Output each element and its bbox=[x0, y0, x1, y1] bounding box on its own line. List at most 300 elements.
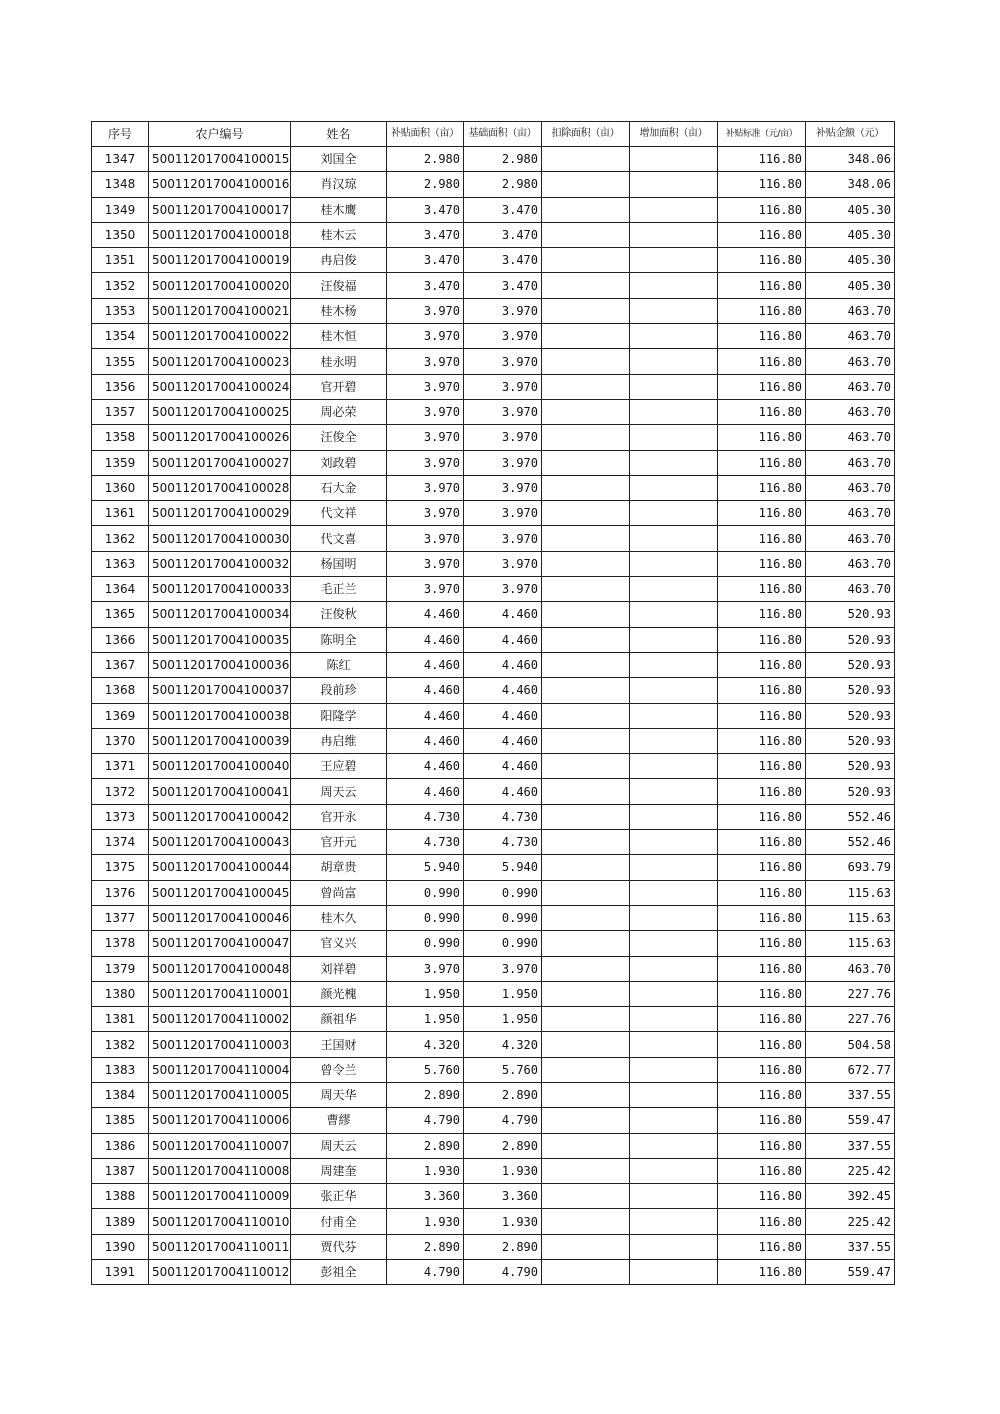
cell-farmer-id: 500112017004100032 bbox=[149, 551, 291, 576]
cell-seq: 1388 bbox=[92, 1184, 149, 1209]
cell-subsidy-amount: 520.93 bbox=[806, 652, 895, 677]
cell-seq: 1381 bbox=[92, 1007, 149, 1032]
cell-base-area: 3.970 bbox=[464, 349, 542, 374]
cell-seq: 1383 bbox=[92, 1057, 149, 1082]
cell-subsidy-rate: 116.80 bbox=[718, 324, 806, 349]
cell-base-area: 0.990 bbox=[464, 931, 542, 956]
cell-added-area bbox=[630, 526, 718, 551]
cell-subsidy-amount: 392.45 bbox=[806, 1184, 895, 1209]
cell-deducted-area bbox=[542, 197, 630, 222]
cell-subsidy-rate: 116.80 bbox=[718, 425, 806, 450]
cell-added-area bbox=[630, 880, 718, 905]
cell-seq: 1373 bbox=[92, 804, 149, 829]
cell-farmer-id: 500112017004110010 bbox=[149, 1209, 291, 1234]
cell-base-area: 3.970 bbox=[464, 298, 542, 323]
cell-deducted-area bbox=[542, 728, 630, 753]
cell-added-area bbox=[630, 1133, 718, 1158]
cell-subsidy-area: 3.970 bbox=[387, 577, 464, 602]
table-row bbox=[92, 855, 895, 880]
table-row bbox=[92, 1007, 895, 1032]
cell-deducted-area bbox=[542, 1133, 630, 1158]
cell-deducted-area bbox=[542, 450, 630, 475]
cell-deducted-area bbox=[542, 298, 630, 323]
cell-deducted-area bbox=[542, 1108, 630, 1133]
cell-seq: 1348 bbox=[92, 172, 149, 197]
cell-farmer-id: 500112017004100026 bbox=[149, 425, 291, 450]
cell-base-area: 1.950 bbox=[464, 1007, 542, 1032]
cell-subsidy-rate: 116.80 bbox=[718, 956, 806, 981]
cell-seq: 1384 bbox=[92, 1082, 149, 1107]
cell-base-area: 3.970 bbox=[464, 399, 542, 424]
header-deducted-area: 扣除面积（亩） bbox=[542, 122, 630, 147]
cell-subsidy-amount: 115.63 bbox=[806, 880, 895, 905]
cell-base-area: 2.980 bbox=[464, 172, 542, 197]
cell-subsidy-amount: 227.76 bbox=[806, 981, 895, 1006]
table-row bbox=[92, 627, 895, 652]
cell-name: 王国财 bbox=[291, 1032, 387, 1057]
cell-seq: 1385 bbox=[92, 1108, 149, 1133]
table-row bbox=[92, 678, 895, 703]
cell-seq: 1367 bbox=[92, 652, 149, 677]
cell-deducted-area bbox=[542, 627, 630, 652]
cell-added-area bbox=[630, 830, 718, 855]
cell-deducted-area bbox=[542, 1260, 630, 1285]
cell-subsidy-area: 3.970 bbox=[387, 501, 464, 526]
cell-farmer-id: 500112017004100019 bbox=[149, 248, 291, 273]
cell-subsidy-area: 1.950 bbox=[387, 981, 464, 1006]
cell-name: 陈明全 bbox=[291, 627, 387, 652]
cell-deducted-area bbox=[542, 501, 630, 526]
cell-seq: 1364 bbox=[92, 577, 149, 602]
cell-subsidy-rate: 116.80 bbox=[718, 1108, 806, 1133]
table-row bbox=[92, 1184, 895, 1209]
cell-subsidy-rate: 116.80 bbox=[718, 804, 806, 829]
cell-subsidy-amount: 672.77 bbox=[806, 1057, 895, 1082]
cell-subsidy-amount: 225.42 bbox=[806, 1158, 895, 1183]
cell-deducted-area bbox=[542, 981, 630, 1006]
cell-farmer-id: 500112017004100035 bbox=[149, 627, 291, 652]
cell-deducted-area bbox=[542, 652, 630, 677]
cell-name: 周天华 bbox=[291, 1082, 387, 1107]
cell-subsidy-area: 2.980 bbox=[387, 172, 464, 197]
cell-added-area bbox=[630, 425, 718, 450]
cell-subsidy-amount: 552.46 bbox=[806, 830, 895, 855]
cell-deducted-area bbox=[542, 349, 630, 374]
cell-seq: 1370 bbox=[92, 728, 149, 753]
cell-deducted-area bbox=[542, 172, 630, 197]
cell-deducted-area bbox=[542, 703, 630, 728]
cell-seq: 1353 bbox=[92, 298, 149, 323]
cell-seq: 1366 bbox=[92, 627, 149, 652]
cell-farmer-id: 500112017004100020 bbox=[149, 273, 291, 298]
cell-subsidy-amount: 463.70 bbox=[806, 349, 895, 374]
cell-farmer-id: 500112017004110009 bbox=[149, 1184, 291, 1209]
cell-deducted-area bbox=[542, 956, 630, 981]
cell-subsidy-amount: 405.30 bbox=[806, 273, 895, 298]
cell-deducted-area bbox=[542, 147, 630, 172]
cell-deducted-area bbox=[542, 1209, 630, 1234]
cell-base-area: 4.460 bbox=[464, 703, 542, 728]
table-row bbox=[92, 425, 895, 450]
cell-subsidy-area: 3.970 bbox=[387, 374, 464, 399]
cell-name: 颜光槐 bbox=[291, 981, 387, 1006]
cell-name: 杨国明 bbox=[291, 551, 387, 576]
cell-subsidy-rate: 116.80 bbox=[718, 273, 806, 298]
cell-subsidy-amount: 559.47 bbox=[806, 1108, 895, 1133]
cell-name: 桂木恒 bbox=[291, 324, 387, 349]
cell-subsidy-area: 3.470 bbox=[387, 222, 464, 247]
cell-seq: 1350 bbox=[92, 222, 149, 247]
cell-subsidy-rate: 116.80 bbox=[718, 450, 806, 475]
cell-base-area: 4.790 bbox=[464, 1108, 542, 1133]
cell-added-area bbox=[630, 1082, 718, 1107]
cell-seq: 1351 bbox=[92, 248, 149, 273]
cell-subsidy-area: 3.470 bbox=[387, 273, 464, 298]
cell-base-area: 4.460 bbox=[464, 754, 542, 779]
cell-subsidy-area: 3.970 bbox=[387, 551, 464, 576]
cell-base-area: 3.470 bbox=[464, 248, 542, 273]
cell-subsidy-area: 4.460 bbox=[387, 652, 464, 677]
cell-subsidy-amount: 337.55 bbox=[806, 1082, 895, 1107]
cell-subsidy-rate: 116.80 bbox=[718, 197, 806, 222]
cell-name: 王应碧 bbox=[291, 754, 387, 779]
table-row bbox=[92, 501, 895, 526]
cell-name: 汪俊福 bbox=[291, 273, 387, 298]
cell-added-area bbox=[630, 273, 718, 298]
cell-name: 付甫全 bbox=[291, 1209, 387, 1234]
table-row bbox=[92, 551, 895, 576]
cell-name: 胡章贵 bbox=[291, 855, 387, 880]
cell-subsidy-amount: 115.63 bbox=[806, 905, 895, 930]
cell-subsidy-area: 4.790 bbox=[387, 1260, 464, 1285]
cell-seq: 1357 bbox=[92, 399, 149, 424]
cell-seq: 1358 bbox=[92, 425, 149, 450]
cell-seq: 1372 bbox=[92, 779, 149, 804]
cell-subsidy-rate: 116.80 bbox=[718, 627, 806, 652]
table-row bbox=[92, 703, 895, 728]
cell-subsidy-area: 3.470 bbox=[387, 248, 464, 273]
cell-subsidy-area: 3.970 bbox=[387, 349, 464, 374]
cell-added-area bbox=[630, 248, 718, 273]
header-subsidy-amount: 补贴金额（元） bbox=[806, 122, 895, 147]
cell-seq: 1347 bbox=[92, 147, 149, 172]
cell-subsidy-amount: 227.76 bbox=[806, 1007, 895, 1032]
cell-subsidy-rate: 116.80 bbox=[718, 1082, 806, 1107]
cell-added-area bbox=[630, 298, 718, 323]
cell-name: 周天云 bbox=[291, 1133, 387, 1158]
cell-base-area: 3.970 bbox=[464, 324, 542, 349]
cell-added-area bbox=[630, 1032, 718, 1057]
cell-name: 官开元 bbox=[291, 830, 387, 855]
cell-farmer-id: 500112017004100024 bbox=[149, 374, 291, 399]
cell-name: 颜祖华 bbox=[291, 1007, 387, 1032]
table-row bbox=[92, 1082, 895, 1107]
table-row bbox=[92, 956, 895, 981]
cell-name: 桂木云 bbox=[291, 222, 387, 247]
cell-added-area bbox=[630, 855, 718, 880]
cell-seq: 1379 bbox=[92, 956, 149, 981]
cell-base-area: 2.890 bbox=[464, 1234, 542, 1259]
cell-base-area: 2.890 bbox=[464, 1082, 542, 1107]
cell-base-area: 4.460 bbox=[464, 652, 542, 677]
cell-farmer-id: 500112017004100029 bbox=[149, 501, 291, 526]
cell-seq: 1361 bbox=[92, 501, 149, 526]
cell-deducted-area bbox=[542, 602, 630, 627]
cell-seq: 1378 bbox=[92, 931, 149, 956]
cell-subsidy-area: 1.930 bbox=[387, 1209, 464, 1234]
cell-subsidy-amount: 463.70 bbox=[806, 526, 895, 551]
cell-subsidy-amount: 520.93 bbox=[806, 678, 895, 703]
cell-subsidy-amount: 463.70 bbox=[806, 298, 895, 323]
cell-name: 曹繆 bbox=[291, 1108, 387, 1133]
cell-name: 汪俊全 bbox=[291, 425, 387, 450]
cell-subsidy-area: 4.790 bbox=[387, 1108, 464, 1133]
cell-subsidy-rate: 116.80 bbox=[718, 349, 806, 374]
cell-subsidy-rate: 116.80 bbox=[718, 830, 806, 855]
table-row bbox=[92, 779, 895, 804]
cell-added-area bbox=[630, 1209, 718, 1234]
cell-farmer-id: 500112017004100033 bbox=[149, 577, 291, 602]
cell-subsidy-amount: 520.93 bbox=[806, 703, 895, 728]
cell-farmer-id: 500112017004100044 bbox=[149, 855, 291, 880]
header-base-area: 基础面积（亩） bbox=[464, 122, 542, 147]
table-row bbox=[92, 1108, 895, 1133]
cell-subsidy-amount: 115.63 bbox=[806, 931, 895, 956]
cell-subsidy-amount: 463.70 bbox=[806, 956, 895, 981]
cell-name: 代文祥 bbox=[291, 501, 387, 526]
cell-subsidy-rate: 116.80 bbox=[718, 981, 806, 1006]
cell-name: 彭祖全 bbox=[291, 1260, 387, 1285]
cell-subsidy-rate: 116.80 bbox=[718, 1032, 806, 1057]
cell-farmer-id: 500112017004100015 bbox=[149, 147, 291, 172]
cell-deducted-area bbox=[542, 399, 630, 424]
cell-name: 贾代芬 bbox=[291, 1234, 387, 1259]
cell-seq: 1355 bbox=[92, 349, 149, 374]
cell-subsidy-area: 3.970 bbox=[387, 956, 464, 981]
cell-deducted-area bbox=[542, 222, 630, 247]
cell-subsidy-area: 4.460 bbox=[387, 728, 464, 753]
cell-seq: 1356 bbox=[92, 374, 149, 399]
cell-deducted-area bbox=[542, 779, 630, 804]
cell-subsidy-area: 4.320 bbox=[387, 1032, 464, 1057]
cell-subsidy-area: 4.460 bbox=[387, 627, 464, 652]
cell-name: 官开永 bbox=[291, 804, 387, 829]
table-row bbox=[92, 374, 895, 399]
cell-subsidy-area: 4.460 bbox=[387, 678, 464, 703]
cell-deducted-area bbox=[542, 324, 630, 349]
cell-seq: 1377 bbox=[92, 905, 149, 930]
cell-added-area bbox=[630, 1184, 718, 1209]
cell-farmer-id: 500112017004110005 bbox=[149, 1082, 291, 1107]
cell-added-area bbox=[630, 804, 718, 829]
cell-deducted-area bbox=[542, 1007, 630, 1032]
cell-subsidy-amount: 225.42 bbox=[806, 1209, 895, 1234]
table-row bbox=[92, 1260, 895, 1285]
cell-subsidy-area: 1.950 bbox=[387, 1007, 464, 1032]
table-row bbox=[92, 450, 895, 475]
cell-name: 曾令兰 bbox=[291, 1057, 387, 1082]
cell-subsidy-rate: 116.80 bbox=[718, 754, 806, 779]
cell-deducted-area bbox=[542, 1032, 630, 1057]
cell-added-area bbox=[630, 652, 718, 677]
cell-base-area: 4.460 bbox=[464, 678, 542, 703]
cell-farmer-id: 500112017004100017 bbox=[149, 197, 291, 222]
cell-base-area: 4.730 bbox=[464, 804, 542, 829]
table-row bbox=[92, 172, 895, 197]
cell-deducted-area bbox=[542, 1184, 630, 1209]
header-farmer-id: 农户编号 bbox=[149, 122, 291, 147]
cell-base-area: 3.470 bbox=[464, 273, 542, 298]
cell-added-area bbox=[630, 728, 718, 753]
cell-name: 曾尚富 bbox=[291, 880, 387, 905]
cell-subsidy-rate: 116.80 bbox=[718, 1260, 806, 1285]
table-row bbox=[92, 298, 895, 323]
cell-base-area: 3.970 bbox=[464, 956, 542, 981]
header-seq: 序号 bbox=[92, 122, 149, 147]
cell-added-area bbox=[630, 1057, 718, 1082]
cell-subsidy-rate: 116.80 bbox=[718, 147, 806, 172]
cell-seq: 1369 bbox=[92, 703, 149, 728]
cell-subsidy-amount: 337.55 bbox=[806, 1133, 895, 1158]
cell-farmer-id: 500112017004110003 bbox=[149, 1032, 291, 1057]
cell-subsidy-amount: 520.93 bbox=[806, 627, 895, 652]
header-added-area: 增加面积（亩） bbox=[630, 122, 718, 147]
cell-name: 冉启维 bbox=[291, 728, 387, 753]
cell-seq: 1382 bbox=[92, 1032, 149, 1057]
cell-subsidy-amount: 463.70 bbox=[806, 425, 895, 450]
cell-added-area bbox=[630, 1158, 718, 1183]
cell-farmer-id: 500112017004110012 bbox=[149, 1260, 291, 1285]
cell-subsidy-rate: 116.80 bbox=[718, 374, 806, 399]
cell-base-area: 1.930 bbox=[464, 1158, 542, 1183]
cell-base-area: 2.890 bbox=[464, 1133, 542, 1158]
cell-name: 刘政碧 bbox=[291, 450, 387, 475]
cell-deducted-area bbox=[542, 1057, 630, 1082]
cell-added-area bbox=[630, 627, 718, 652]
cell-subsidy-area: 3.470 bbox=[387, 197, 464, 222]
cell-subsidy-area: 3.970 bbox=[387, 399, 464, 424]
cell-base-area: 4.460 bbox=[464, 728, 542, 753]
cell-subsidy-amount: 693.79 bbox=[806, 855, 895, 880]
cell-base-area: 3.970 bbox=[464, 526, 542, 551]
cell-base-area: 4.320 bbox=[464, 1032, 542, 1057]
cell-subsidy-amount: 504.58 bbox=[806, 1032, 895, 1057]
cell-subsidy-rate: 116.80 bbox=[718, 678, 806, 703]
cell-subsidy-area: 2.890 bbox=[387, 1234, 464, 1259]
cell-subsidy-amount: 463.70 bbox=[806, 501, 895, 526]
cell-subsidy-amount: 463.70 bbox=[806, 551, 895, 576]
header-subsidy-area: 补贴面积（亩） bbox=[387, 122, 464, 147]
cell-seq: 1389 bbox=[92, 1209, 149, 1234]
cell-subsidy-area: 5.940 bbox=[387, 855, 464, 880]
cell-farmer-id: 500112017004110002 bbox=[149, 1007, 291, 1032]
cell-subsidy-amount: 348.06 bbox=[806, 172, 895, 197]
table-row bbox=[92, 1032, 895, 1057]
cell-subsidy-amount: 348.06 bbox=[806, 147, 895, 172]
cell-base-area: 3.470 bbox=[464, 197, 542, 222]
cell-subsidy-rate: 116.80 bbox=[718, 880, 806, 905]
cell-deducted-area bbox=[542, 880, 630, 905]
header-name: 姓名 bbox=[291, 122, 387, 147]
cell-added-area bbox=[630, 172, 718, 197]
header-row bbox=[92, 122, 895, 147]
table-row bbox=[92, 1234, 895, 1259]
cell-name: 汪俊秋 bbox=[291, 602, 387, 627]
cell-farmer-id: 500112017004110001 bbox=[149, 981, 291, 1006]
cell-added-area bbox=[630, 602, 718, 627]
cell-subsidy-area: 2.980 bbox=[387, 147, 464, 172]
cell-deducted-area bbox=[542, 678, 630, 703]
cell-added-area bbox=[630, 1234, 718, 1259]
cell-subsidy-rate: 116.80 bbox=[718, 222, 806, 247]
cell-subsidy-amount: 520.93 bbox=[806, 602, 895, 627]
cell-seq: 1387 bbox=[92, 1158, 149, 1183]
cell-added-area bbox=[630, 450, 718, 475]
cell-added-area bbox=[630, 905, 718, 930]
table-row bbox=[92, 1158, 895, 1183]
cell-deducted-area bbox=[542, 905, 630, 930]
table-row bbox=[92, 273, 895, 298]
cell-farmer-id: 500112017004100023 bbox=[149, 349, 291, 374]
cell-subsidy-amount: 405.30 bbox=[806, 222, 895, 247]
cell-added-area bbox=[630, 1108, 718, 1133]
cell-name: 周天云 bbox=[291, 779, 387, 804]
cell-subsidy-rate: 116.80 bbox=[718, 779, 806, 804]
cell-seq: 1376 bbox=[92, 880, 149, 905]
cell-subsidy-rate: 116.80 bbox=[718, 1184, 806, 1209]
cell-name: 刘国全 bbox=[291, 147, 387, 172]
cell-seq: 1390 bbox=[92, 1234, 149, 1259]
table-row bbox=[92, 880, 895, 905]
cell-added-area bbox=[630, 956, 718, 981]
cell-added-area bbox=[630, 931, 718, 956]
cell-name: 桂木久 bbox=[291, 905, 387, 930]
cell-subsidy-rate: 116.80 bbox=[718, 905, 806, 930]
cell-seq: 1349 bbox=[92, 197, 149, 222]
cell-name: 官开碧 bbox=[291, 374, 387, 399]
table-row bbox=[92, 222, 895, 247]
cell-subsidy-area: 3.970 bbox=[387, 526, 464, 551]
cell-added-area bbox=[630, 577, 718, 602]
cell-name: 官义兴 bbox=[291, 931, 387, 956]
cell-name: 周建奎 bbox=[291, 1158, 387, 1183]
cell-subsidy-amount: 405.30 bbox=[806, 248, 895, 273]
cell-base-area: 4.460 bbox=[464, 779, 542, 804]
cell-name: 代文喜 bbox=[291, 526, 387, 551]
cell-deducted-area bbox=[542, 248, 630, 273]
cell-subsidy-amount: 463.70 bbox=[806, 324, 895, 349]
cell-subsidy-area: 1.930 bbox=[387, 1158, 464, 1183]
cell-name: 毛正兰 bbox=[291, 577, 387, 602]
table-row bbox=[92, 804, 895, 829]
cell-subsidy-rate: 116.80 bbox=[718, 1234, 806, 1259]
table-row bbox=[92, 652, 895, 677]
cell-added-area bbox=[630, 399, 718, 424]
cell-subsidy-rate: 116.80 bbox=[718, 551, 806, 576]
cell-subsidy-rate: 116.80 bbox=[718, 855, 806, 880]
cell-subsidy-area: 4.730 bbox=[387, 804, 464, 829]
cell-added-area bbox=[630, 779, 718, 804]
cell-deducted-area bbox=[542, 475, 630, 500]
cell-subsidy-amount: 463.70 bbox=[806, 577, 895, 602]
table-row bbox=[92, 1133, 895, 1158]
cell-subsidy-rate: 116.80 bbox=[718, 602, 806, 627]
table-row bbox=[92, 1209, 895, 1234]
cell-name: 张正华 bbox=[291, 1184, 387, 1209]
cell-farmer-id: 500112017004110006 bbox=[149, 1108, 291, 1133]
cell-farmer-id: 500112017004100025 bbox=[149, 399, 291, 424]
cell-farmer-id: 500112017004100046 bbox=[149, 905, 291, 930]
